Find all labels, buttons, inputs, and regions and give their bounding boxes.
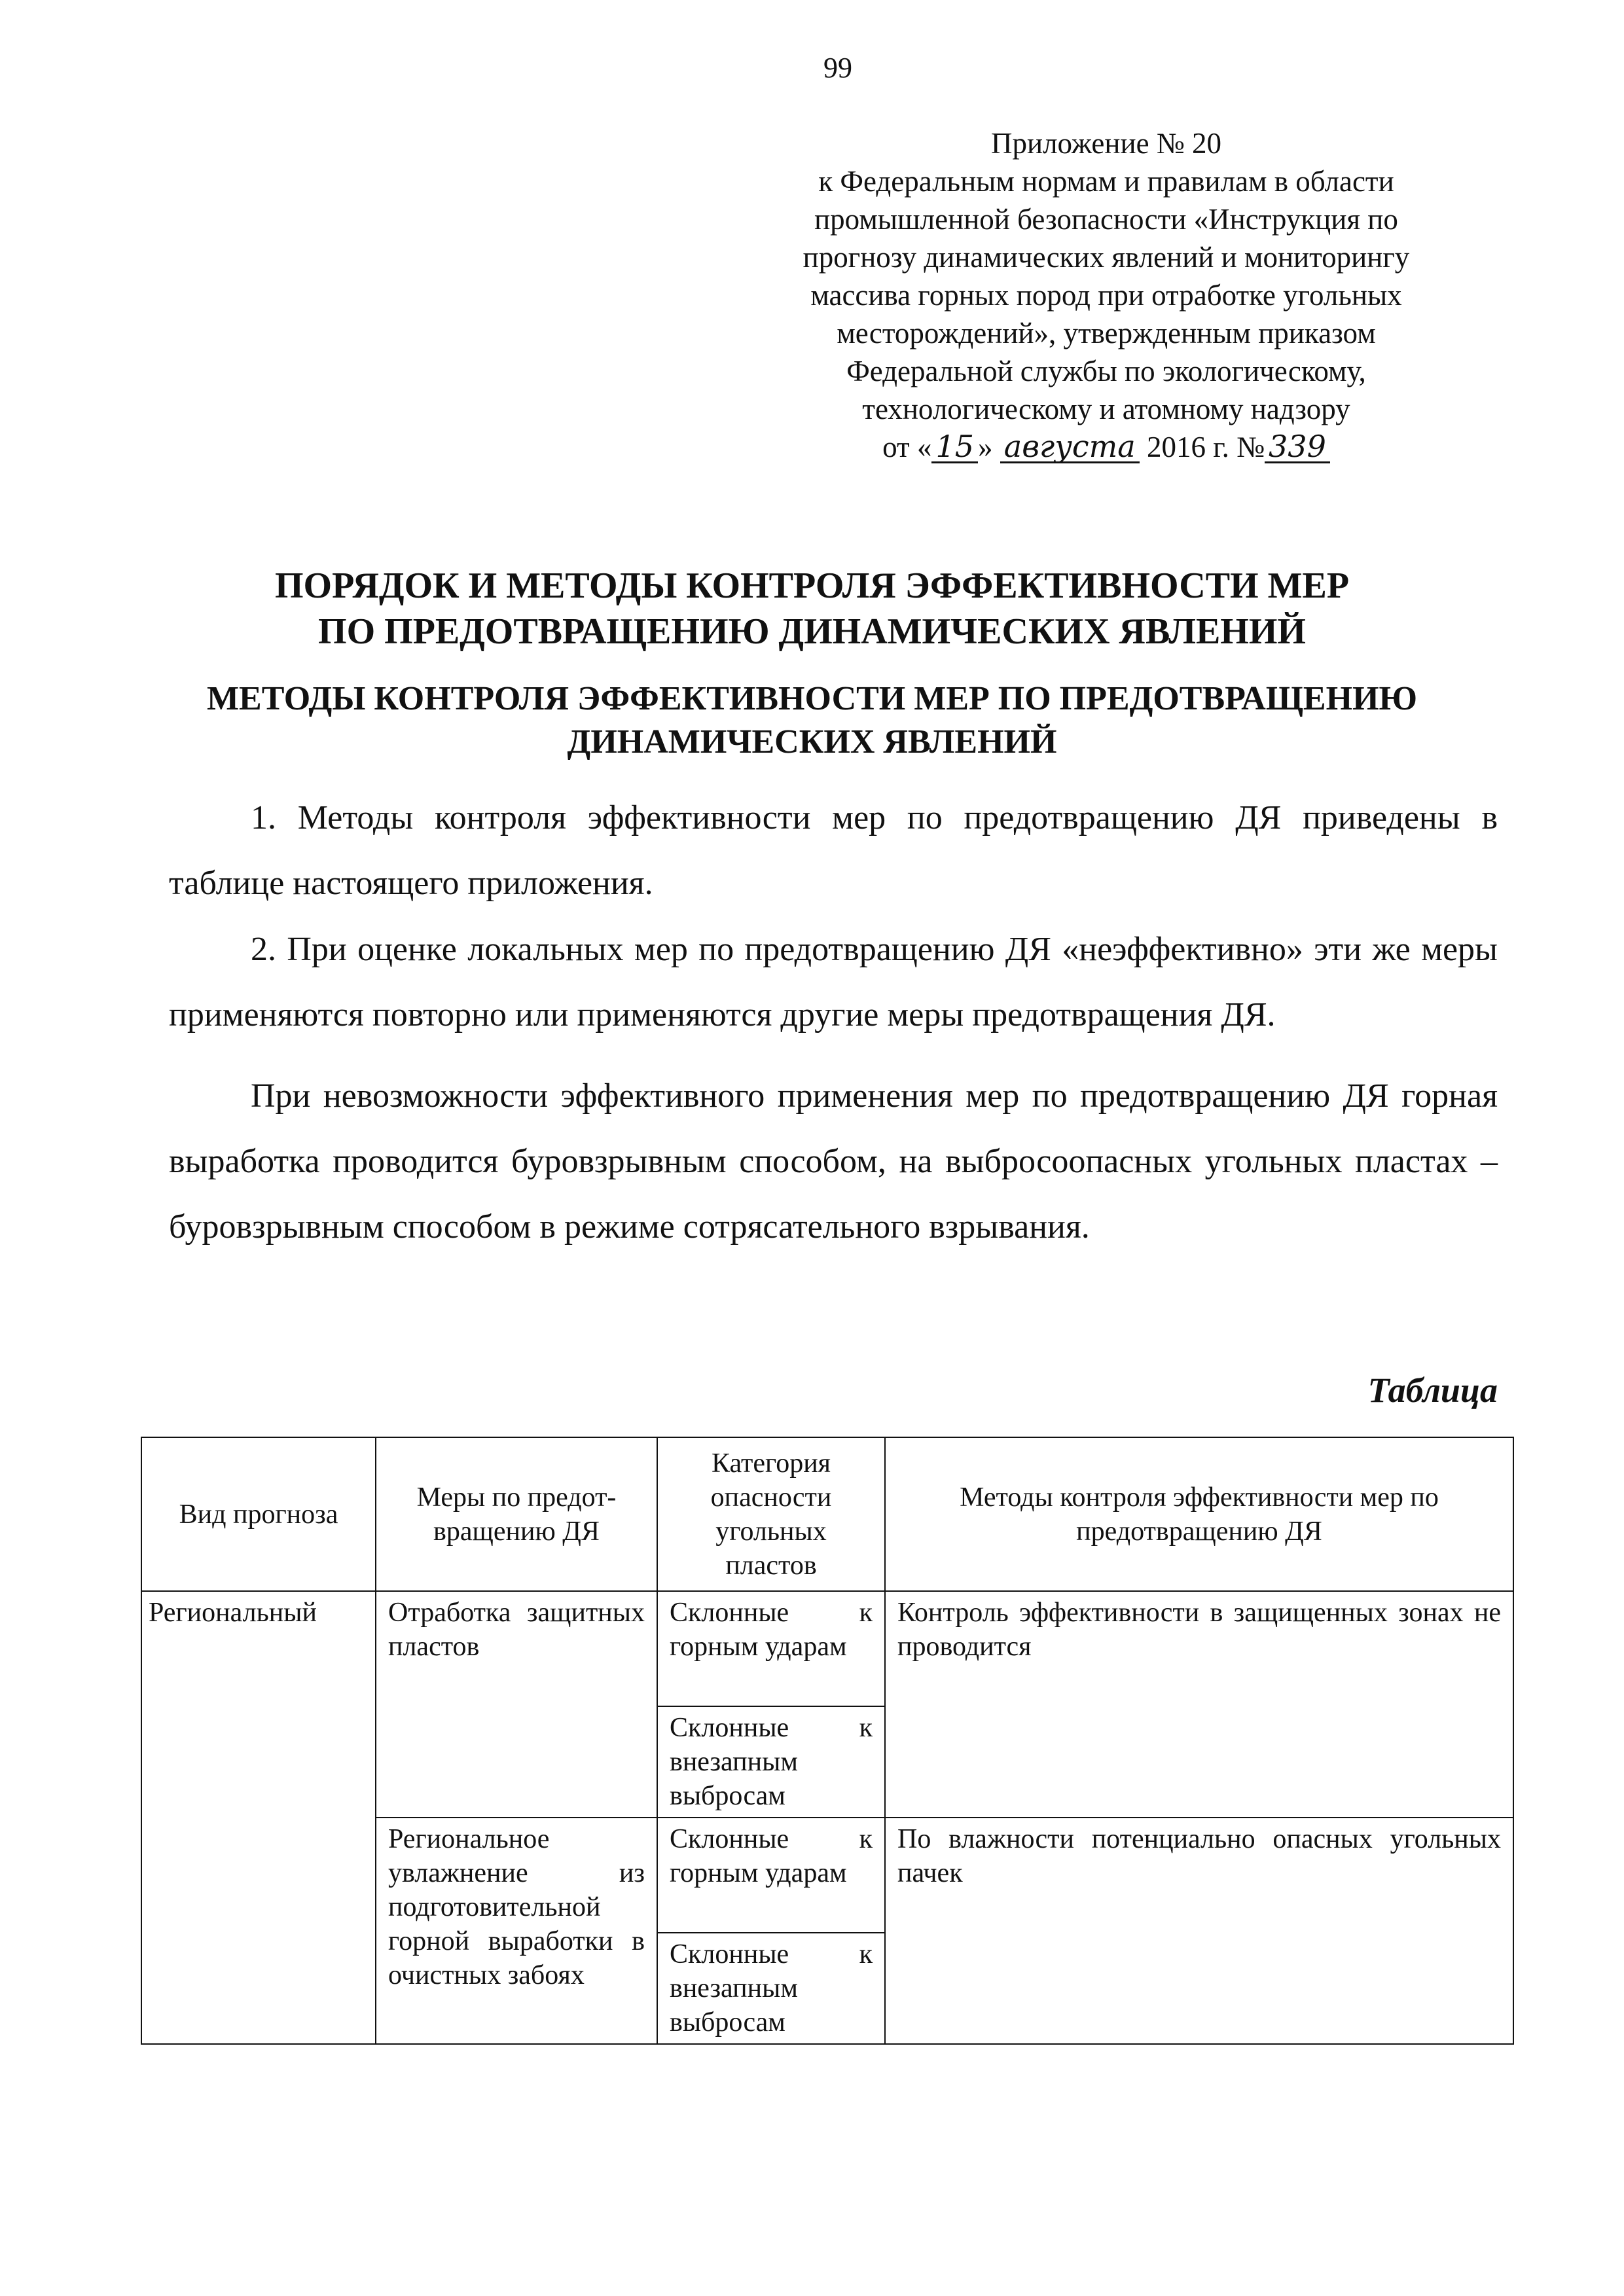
appendix-line: массива горных пород при отработке угольных: [810, 279, 1402, 312]
cell-category: Склонные к внезапным выбросам: [657, 1706, 885, 1818]
cell-measure: Отработка защитных пластов: [376, 1591, 657, 1818]
sub-heading: [0, 677, 1624, 764]
cell-category: Склонные к горным ударам: [657, 1591, 885, 1706]
main-heading: [0, 563, 1624, 655]
header-measures: Меры по предот-вращению ДЯ: [376, 1437, 657, 1591]
date-year: 2016 г. №: [1146, 431, 1265, 463]
main-heading-line: ПО ПРЕДОТВРАЩЕНИЮ ДИНАМИЧЕСКИХ ЯВЛЕНИЙ: [318, 611, 1306, 652]
header-hazard-category: Категория опасности угольных пластов: [657, 1437, 885, 1591]
appendix-line: технологическому и атомному надзору: [862, 393, 1350, 425]
paragraph: 2. При оценке локальных мер по предотвращению ДЯ «неэффективно» эти же меры применяются повторно или применяются другие меры предотвращения ДЯ.: [169, 931, 1498, 1033]
appendix-line: месторождений», утвержденным приказом: [837, 317, 1376, 350]
appendix-line: прогнозу динамических явлений и мониторингу: [803, 241, 1410, 274]
cell-method: По влажности потенциально опасных угольных пачек: [885, 1818, 1513, 2044]
table-header-row: [141, 1437, 1513, 1591]
table-row: [141, 1591, 1513, 1706]
main-heading-line: ПОРЯДОК И МЕТОДЫ КОНТРОЛЯ ЭФФЕКТИВНОСТИ МЕР: [274, 565, 1350, 606]
paragraph: При невозможности эффективного применения мер по предотвращению ДЯ горная выработка проводится буровзрывным способом, на выбросоопасных угольных пластах – буровзрывным способом в режиме сотрясательного взрывания.: [169, 1077, 1498, 1246]
handwritten-month: августа: [1000, 431, 1140, 463]
header-forecast-type: Вид прогноза: [141, 1437, 376, 1591]
page-number: 99: [823, 52, 852, 84]
cell-forecast-type: Региональный: [141, 1591, 376, 2044]
sub-heading-line: ДИНАМИЧЕСКИХ ЯВЛЕНИЙ: [567, 723, 1057, 761]
approval-date-line: [733, 428, 1479, 466]
appendix-title: Приложение № 20: [991, 127, 1221, 160]
cell-method: Контроль эффективности в защищенных зонах не проводится: [885, 1591, 1513, 1818]
table-caption: Таблица: [1367, 1371, 1498, 1410]
methods-table: [141, 1437, 1514, 2045]
handwritten-day: 15: [931, 431, 978, 463]
header-control-methods: Методы контроля эффективности мер по предотвращению ДЯ: [885, 1437, 1513, 1591]
paragraph: 1. Методы контроля эффективности мер по предотвращению ДЯ приведены в таблице настоящего приложения.: [169, 799, 1498, 902]
date-quote-close: »: [978, 431, 993, 463]
cell-measure: Региональное увлажнение из подготовительной горной выработки в очистных забоях: [376, 1818, 657, 2044]
appendix-line: к Федеральным нормам и правилам в области: [818, 165, 1394, 198]
sub-heading-line: МЕТОДЫ КОНТРОЛЯ ЭФФЕКТИВНОСТИ МЕР ПО ПРЕДОТВРАЩЕНИЮ: [206, 680, 1418, 717]
cell-category: Склонные к горным ударам: [657, 1818, 885, 1933]
cell-category: Склонные к внезапным выбросам: [657, 1933, 885, 2044]
body-text: [169, 785, 1498, 1261]
date-prefix: от «: [882, 431, 932, 463]
handwritten-order-number: 339: [1265, 431, 1330, 463]
appendix-line: промышленной безопасности «Инструкция по: [814, 203, 1398, 236]
appendix-block: [733, 124, 1479, 466]
appendix-line: Федеральной службы по экологическому,: [846, 355, 1366, 387]
